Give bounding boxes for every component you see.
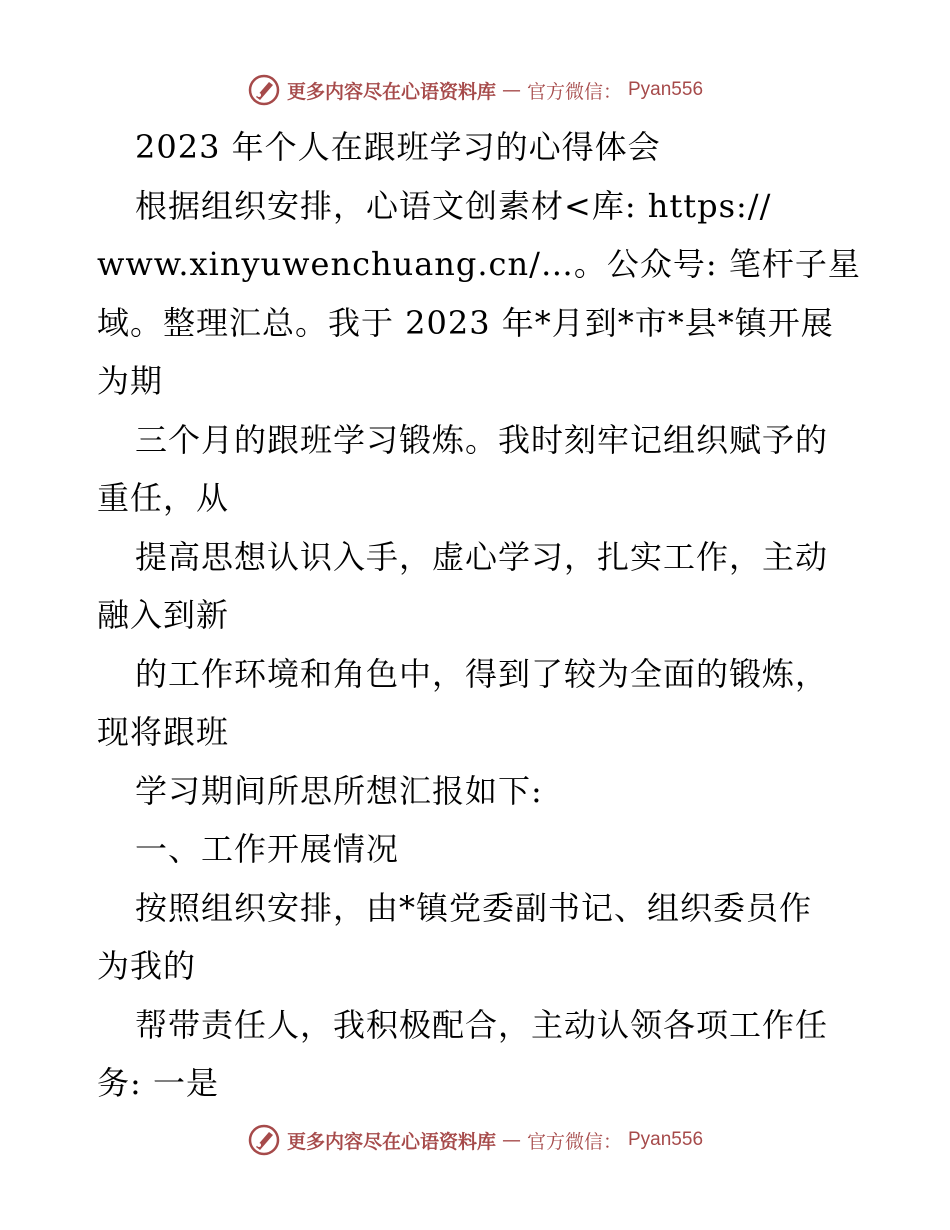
document-lines [97,177,861,1113]
document-line: 三个月的跟班学习锻炼。我时刻牢记组织赋予的 [135,420,829,459]
watermark-contact-id: Pyan556 [628,79,704,100]
pen-logo-icon [247,73,281,107]
pen-logo-icon [247,1123,281,1157]
watermark-separator: — [501,1129,521,1151]
document-line: 按照组织安排，由*镇党委副书记、组织委员作 [135,888,813,927]
header-watermark [0,70,950,110]
document-line: 务: 一是 [97,1064,219,1102]
document-line: 现将跟班 [97,713,230,751]
document-title: 2023 年个人在跟班学习的心得体会 [135,128,661,166]
watermark-text: 更多内容尽在心语资料库 [286,80,496,103]
document-line: 帮带责任人，我积极配合，主动认领各项工作任 [135,1005,829,1044]
document-line: 融入到新 [97,596,230,634]
watermark-separator: — [501,79,521,101]
watermark-text: 更多内容尽在心语资料库 [286,1130,496,1153]
document-line: 一、工作开展情况 [135,830,400,868]
document-line: www.xinyuwenchuang.cn/…。公众号: 笔杆子星 [97,245,861,283]
document-line: 为期 [97,362,164,400]
footer-watermark [0,1120,950,1160]
watermark-contact-label: 官方微信： [526,1130,622,1153]
watermark-contact-label: 官方微信： [526,80,622,103]
document-line: 域。整理汇总。我于 2023 年*月到*市*县*镇开展 [97,303,834,342]
document-body [97,118,861,1113]
document-line: 提高思想认识入手，虚心学习，扎实工作，主动 [135,537,829,576]
document-line: 学习期间所思所想汇报如下: [135,771,543,810]
watermark-contact-id: Pyan556 [628,1129,704,1150]
document-line: 为我的 [97,947,197,985]
document-line: 重任，从 [97,479,230,517]
document-line: 根据组织安排，心语文创素材<库: https:// [135,186,772,225]
document-line: 的工作环境和角色中，得到了较为全面的锻炼， [135,654,829,693]
